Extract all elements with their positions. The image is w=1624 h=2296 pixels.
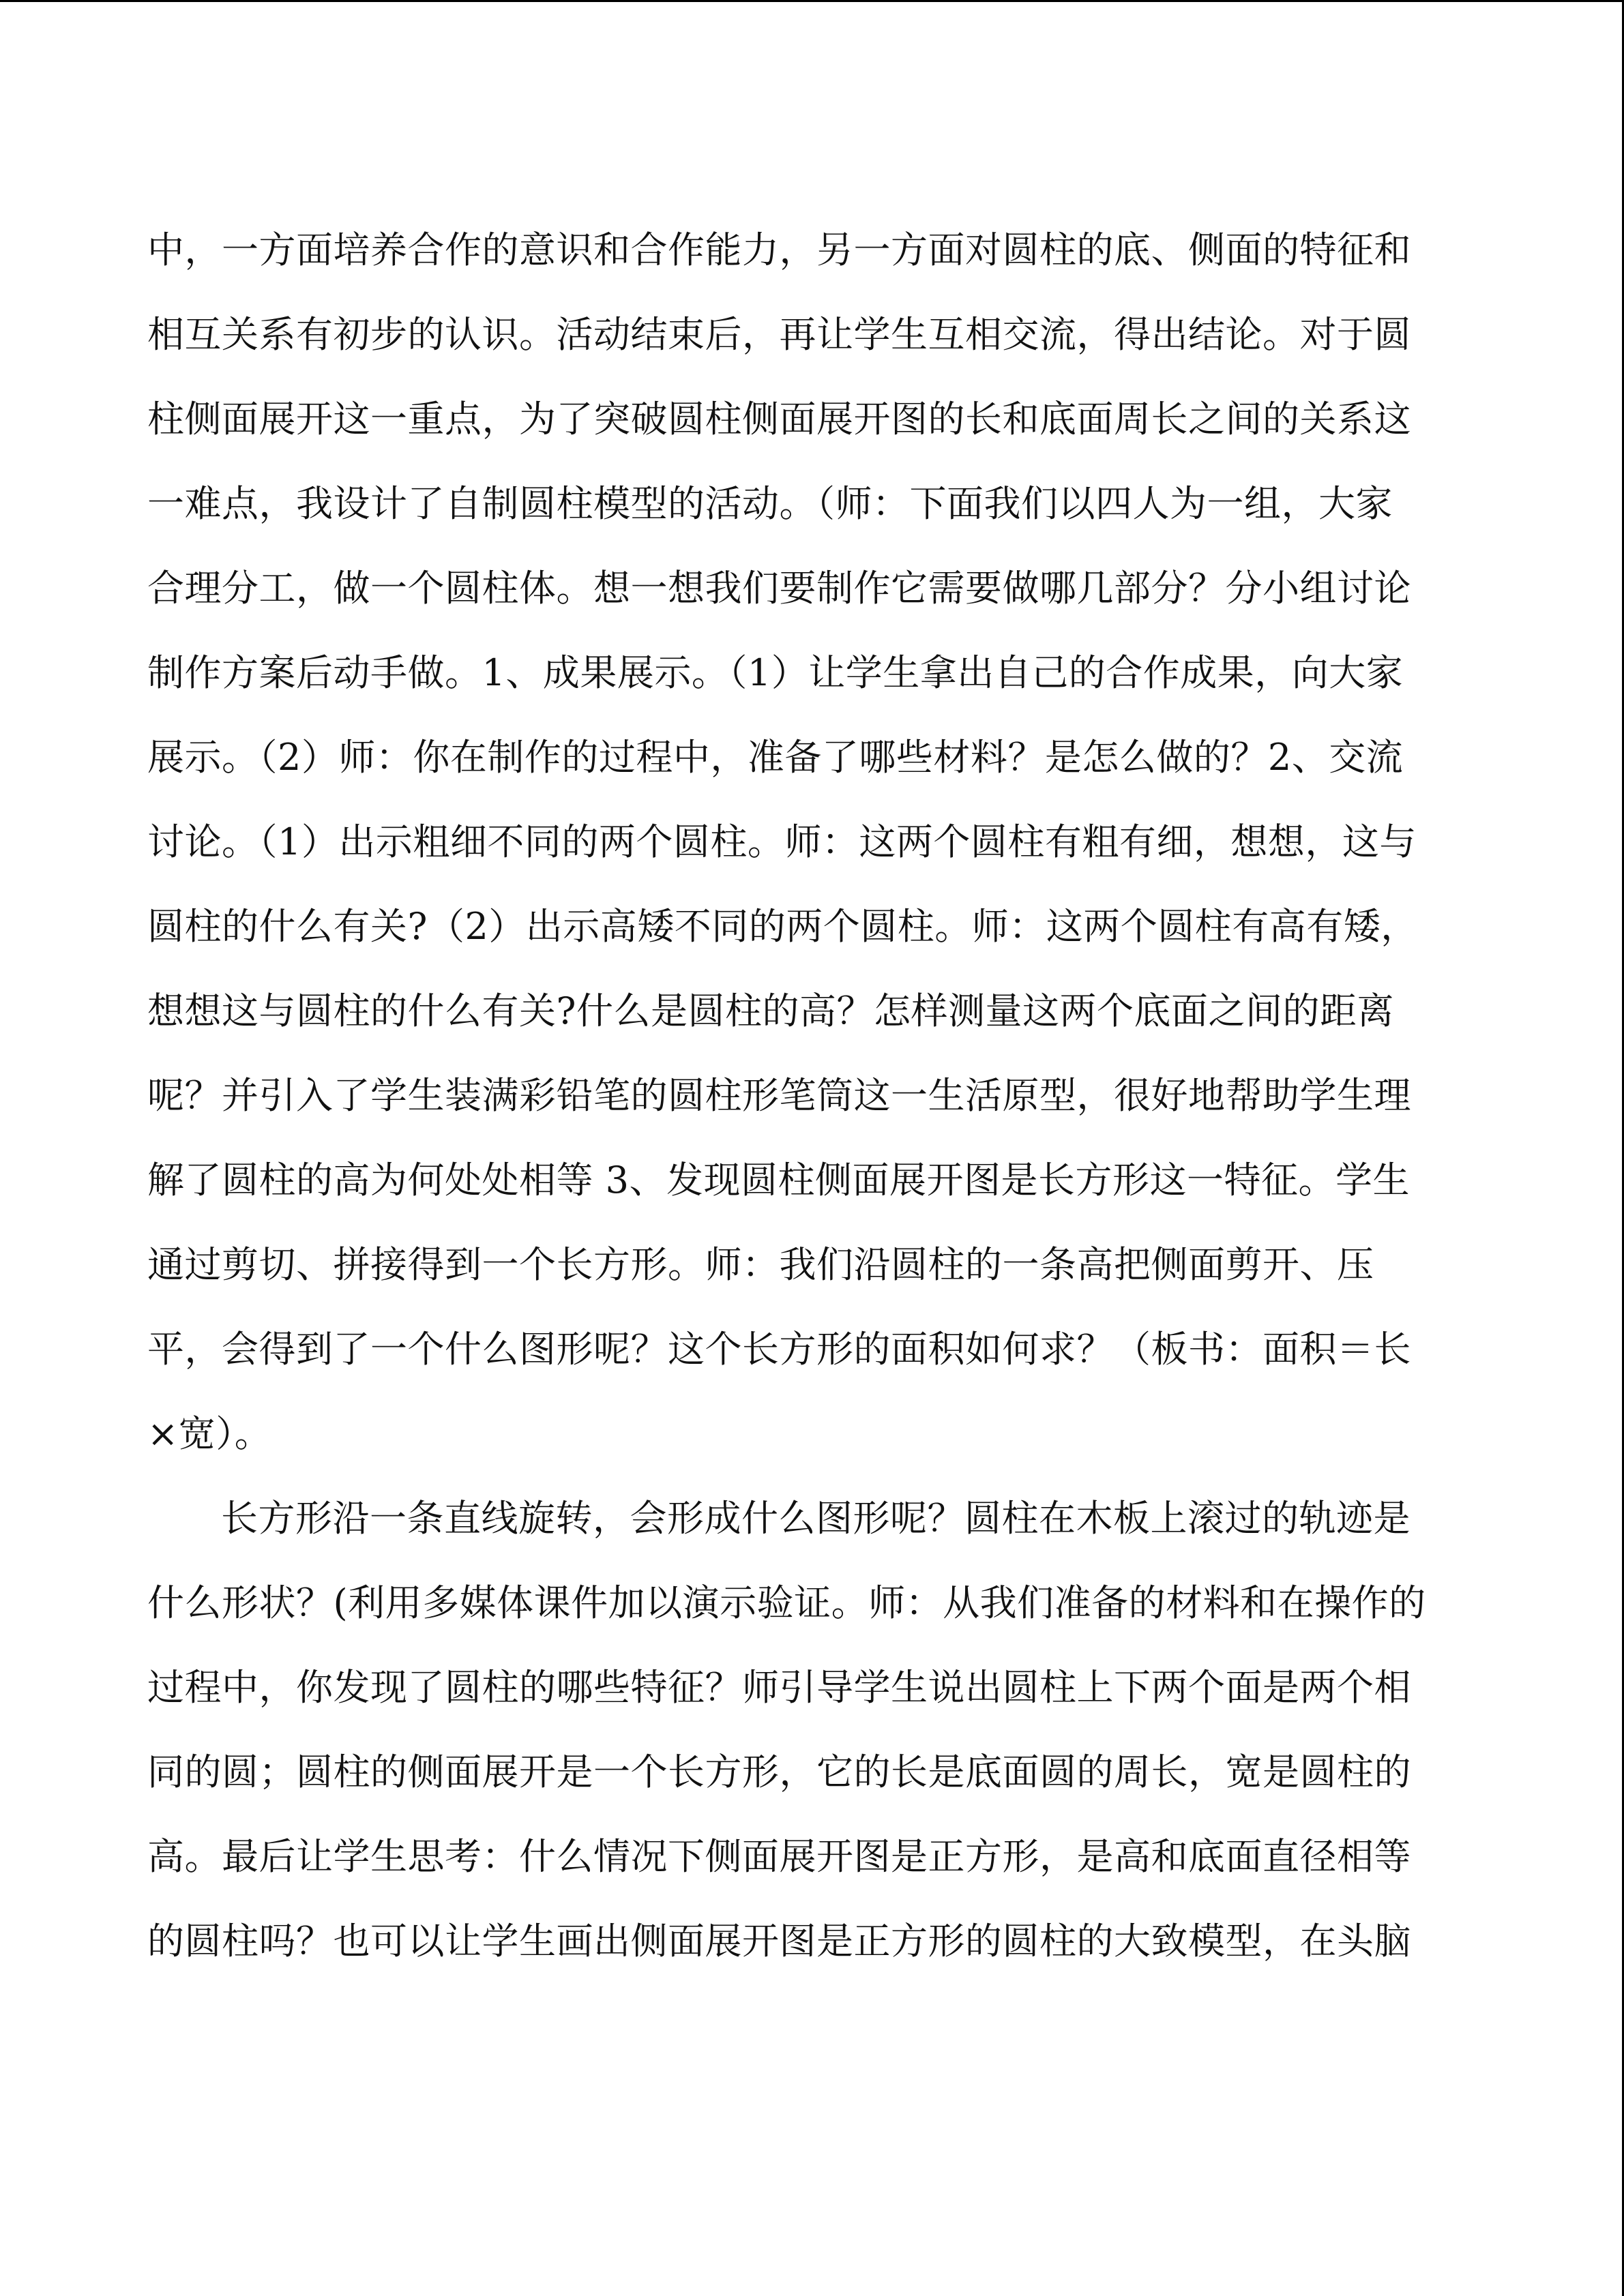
text-line: 想想这与圆柱的什么有关?什么是圆柱的高？怎样测量这两个底面之间的距离 [147, 989, 1394, 1032]
text-line: 讨论。（1）出示粗细不同的两个圆柱。师：这两个圆柱有粗有细，想想，这与 [147, 820, 1417, 863]
text-line: 呢？并引入了学生装满彩铅笔的圆柱形笔筒这一生活原型，很好地帮助学生理 [147, 1074, 1411, 1117]
text-line: ×宽）。 [147, 1412, 272, 1455]
body-text [147, 208, 1464, 1984]
text-line: 通过剪切、拼接得到一个长方形。师：我们沿圆柱的一条高把侧面剪开、压 [147, 1243, 1374, 1286]
text-line: 同的圆；圆柱的侧面展开是一个长方形，它的长是底面圆的周长，宽是圆柱的 [147, 1750, 1411, 1793]
text-line: 柱侧面展开这一重点，为了突破圆柱侧面展开图的长和底面周长之间的关系这 [147, 398, 1411, 441]
text-line: 一难点，我设计了自制圆柱模型的活动。（师：下面我们以四人为一组，大家 [147, 482, 1393, 525]
text-line: 展示。（2）师：你在制作的过程中，准备了哪些材料？是怎么做的？2、交流 [147, 736, 1404, 779]
text-line: 的圆柱吗？也可以让学生画出侧面展开图是正方形的圆柱的大致模型，在头脑 [147, 1920, 1411, 1963]
text-line: 平，会得到了一个什么图形呢？这个长方形的面积如何求？（板书：面积＝长 [147, 1328, 1411, 1371]
paragraph-start-line: 长方形沿一条直线旋转，会形成什么图形呢？圆柱在木板上滚过的轨迹是 [221, 1497, 1411, 1540]
text-line: 什么形状？(利用多媒体课件加以演示验证。师：从我们准备的材料和在操作的 [147, 1581, 1426, 1624]
top-border [0, 0, 1624, 2]
text-line: 圆柱的什么有关?（2）出示高矮不同的两个圆柱。师：这两个圆柱有高有矮， [147, 905, 1418, 948]
text-line: 过程中，你发现了圆柱的哪些特征？师引导学生说出圆柱上下两个面是两个相 [147, 1666, 1411, 1709]
text-line: 相互关系有初步的认识。活动结束后，再让学生互相交流，得出结论。对于圆 [147, 313, 1411, 356]
text-line: 合理分工，做一个圆柱体。想一想我们要制作它需要做哪几部分？分小组讨论 [147, 567, 1411, 610]
text-line: 中，一方面培养合作的意识和合作能力，另一方面对圆柱的底、侧面的特征和 [147, 228, 1411, 271]
text-line: 解了圆柱的高为何处处相等 3、发现圆柱侧面展开图是长方形这一特征。学生 [147, 1159, 1411, 1202]
text-line: 制作方案后动手做。1、成果展示。（1）让学生拿出自己的合作成果，向大家 [147, 651, 1404, 694]
text-line: 高。最后让学生思考：什么情况下侧面展开图是正方形，是高和底面直径相等 [147, 1835, 1411, 1878]
